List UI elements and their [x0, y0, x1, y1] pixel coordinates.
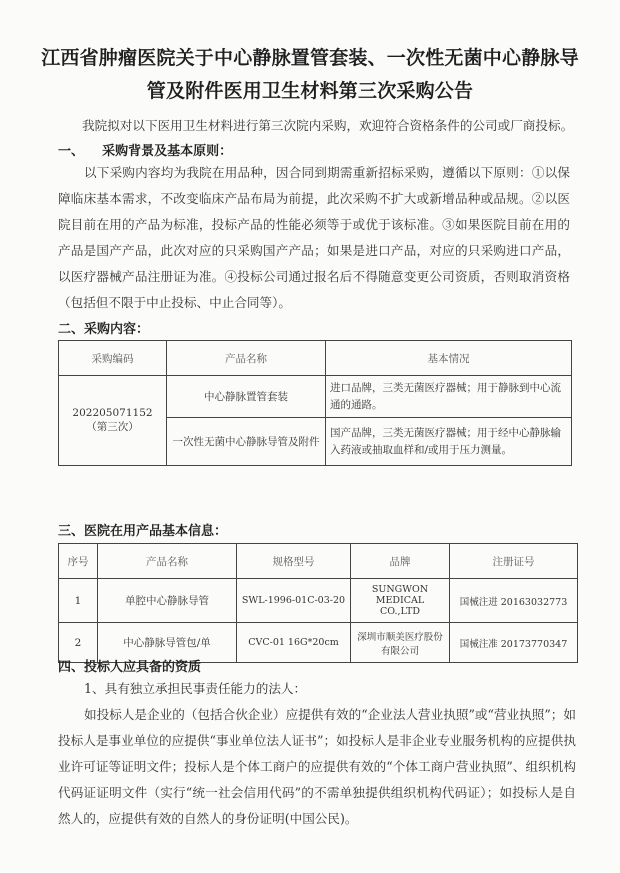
product-spec: CVC-01 16G*20cm	[237, 623, 351, 663]
header-description: 基本情况	[326, 341, 572, 376]
table-row	[59, 376, 572, 418]
section-2-heading: 二、采购内容：	[58, 322, 150, 337]
header-registration: 注册证号	[450, 544, 578, 579]
product-name: 中心静脉导管包/单	[98, 623, 237, 663]
section-1-heading: 一、 采购背景及基本原则：	[58, 144, 233, 159]
product-name: 单腔中心静脉导管	[98, 579, 237, 623]
row-number: 2	[59, 623, 98, 663]
registration-number: 国械注进 20163032773	[450, 579, 578, 623]
procurement-code-cell	[59, 376, 167, 466]
procurement-code: 202205071152	[72, 407, 153, 419]
section-4-item-1: 1、具有独立承担民事责任能力的法人：	[84, 681, 307, 696]
registration-number: 国械注准 20173770347	[450, 623, 578, 663]
section-1-body: 以下采购内容均为我院在用品种，因合同到期需重新招标采购，遵循以下原则：①以保障临床基本需求，不改变临床产品布局为前提，此次采购不扩大或新增品种或品规。②以医院目前在用的产品为标准，投标产品的性能必须等于或优于该标准。③如果医院目前在用的产品是国产产品，此次对应的只采购国产产品；如果是进口产品，对应的只采购进口产品，以医疗器械产品注册证为准。④投标公司通过报名后不得随意变更公司资质，否则取消资格（包括但不限于中止投标、中止合同等）。	[58, 165, 570, 310]
product-spec: SWL-1996-01C-03-20	[237, 579, 351, 623]
header-number: 序号	[59, 544, 98, 579]
section-4-heading: 四、投标人应具备的资质	[58, 660, 202, 675]
row-number: 1	[59, 579, 98, 623]
header-spec: 规格型号	[237, 544, 351, 579]
product-brand: SUNGWON MEDICAL CO.,LTD	[351, 579, 450, 623]
procurement-round: （第三次）	[86, 421, 139, 433]
document-title: 江西省肿瘤医院关于中心静脉置管套装、一次性无菌中心静脉导管及附件医用卫生材料第三次采购公告	[41, 47, 579, 102]
intro-paragraph: 我院拟对以下医用卫生材料进行第三次院内采购，欢迎符合资格条件的公司或厂商投标。	[82, 118, 574, 133]
current-products-table	[58, 543, 578, 663]
header-product: 产品名称	[167, 341, 326, 376]
product-description: 国产品牌，三类无菌医疗器械；用于经中心静脉输入药液或抽取血样和/或用于压力测量。	[326, 418, 572, 466]
product-brand: 深圳市顺美医疗股份有限公司	[351, 623, 450, 663]
section-4-body: 如投标人是企业的（包括合伙企业）应提供有效的“企业法人营业执照”或“营业执照”；如投标人是事业单位的应提供“事业单位法人证书”；如投标人是非企业专业服务机构的应提供执业许可证等证明文件；投标人是个体工商户的应提供有效的“个体工商户营业执照”、组织机构代码证证明文件（实行“统一社会信用代码”的不需单独提供组织机构代码证）；如投标人是自然人的，应提供有效的自然人的身份证明(中国公民)。	[58, 707, 576, 826]
product-description: 进口品牌，三类无菌医疗器械；用于静脉到中心流通的通路。	[326, 376, 572, 418]
table-row	[59, 579, 578, 623]
header-product: 产品名称	[98, 544, 237, 579]
section-3-heading: 三、医院在用产品基本信息：	[58, 524, 228, 539]
header-brand: 品牌	[351, 544, 450, 579]
product-name: 中心静脉置管套装	[167, 376, 326, 418]
product-name: 一次性无菌中心静脉导管及附件	[167, 418, 326, 466]
procurement-table	[58, 340, 572, 466]
header-code: 采购编码	[59, 341, 167, 376]
